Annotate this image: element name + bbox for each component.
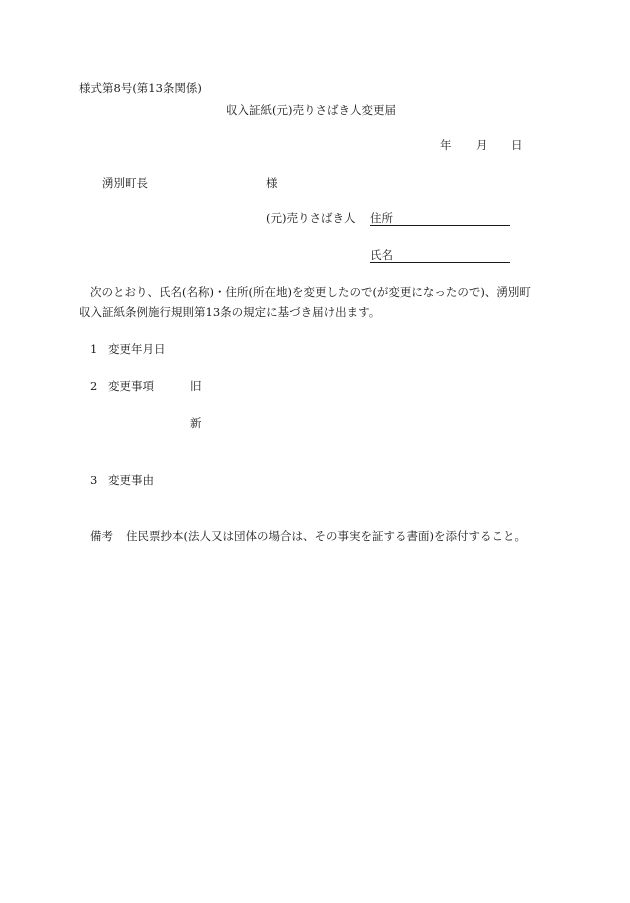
form-number: 様式第8号(第13条関係) bbox=[79, 81, 202, 95]
addressee-name: 湧別町長 bbox=[102, 176, 148, 190]
item-3-label: 変更事由 bbox=[108, 473, 154, 487]
note-text: 住民票抄本(法人又は団体の場合は、その事実を証する書面)を添付すること。 bbox=[126, 529, 526, 543]
date-year-label: 年 bbox=[440, 138, 452, 152]
item-2-new-label: 新 bbox=[190, 416, 202, 430]
date-day-label: 日 bbox=[511, 138, 523, 152]
item-2-old-label: 旧 bbox=[190, 379, 202, 393]
note-label: 備考 bbox=[90, 529, 113, 543]
item-2-number: 2 bbox=[90, 379, 98, 393]
name-label: 氏名 bbox=[370, 248, 393, 262]
item-3-number: 3 bbox=[90, 473, 98, 487]
body-line-2: 収入証紙条例施行規則第13条の規定に基づき届け出ます。 bbox=[79, 305, 381, 319]
item-2-label: 変更事項 bbox=[108, 379, 154, 393]
addressee-honorific: 様 bbox=[266, 176, 278, 190]
name-underline bbox=[370, 262, 510, 263]
applicant-role: (元)売りさばき人 bbox=[266, 211, 356, 225]
address-label: 住所 bbox=[370, 211, 393, 225]
body-line-1: 次のとおり、氏名(名称)・住所(所在地)を変更したので(が変更になったので)、湧別町 bbox=[90, 285, 531, 299]
document-title: 収入証紙(元)売りさばき人変更届 bbox=[226, 103, 396, 117]
address-underline bbox=[370, 225, 510, 226]
date-month-label: 月 bbox=[476, 138, 488, 152]
item-1-number: 1 bbox=[90, 342, 98, 356]
item-1-label: 変更年月日 bbox=[108, 342, 166, 356]
